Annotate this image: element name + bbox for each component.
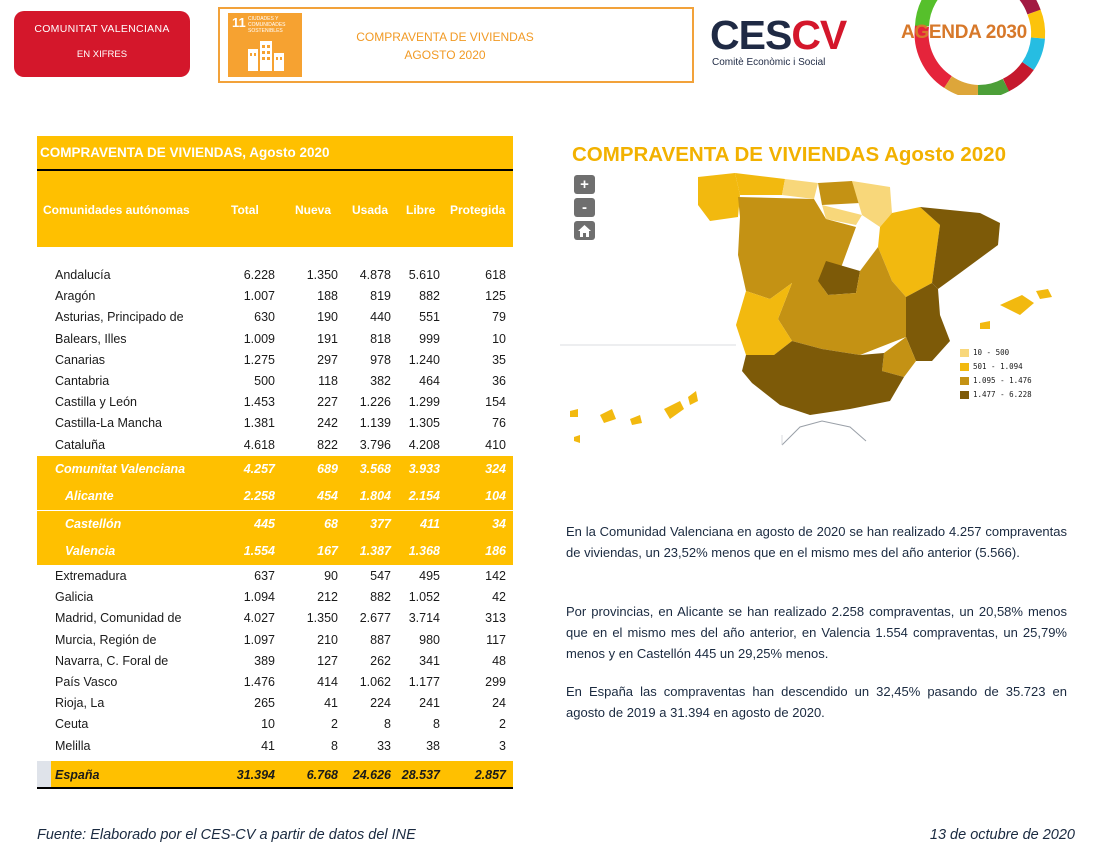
row-nueva: 414	[317, 675, 338, 689]
region-baleares	[1000, 295, 1034, 315]
row-protegida: 3	[499, 738, 506, 753]
table-title: COMPRAVENTA DE VIVIENDAS, Agosto 2020	[37, 136, 513, 171]
zoom-in-button[interactable]: +	[574, 175, 595, 194]
region-cantabria	[782, 179, 818, 199]
legend-label: 10 - 500	[973, 348, 1010, 357]
col-header-total: Total	[231, 203, 259, 217]
sdg-text: CIUDADES Y COMUNIDADES SOSTENIBLES	[248, 16, 286, 34]
row-name: Cataluña	[55, 437, 106, 452]
row-nueva: 297	[317, 352, 338, 367]
row-usada: 547	[370, 569, 391, 583]
agenda-2030-logo	[898, 0, 1048, 95]
legend-swatch	[960, 391, 969, 399]
row-total: 1.007	[243, 289, 275, 304]
row-libre: 3.714	[408, 611, 440, 626]
row-usada: 4.878	[359, 268, 391, 282]
row-nueva: 822	[317, 437, 338, 452]
sdg-wheel-icon	[898, 0, 1048, 95]
row-total: 637	[254, 569, 275, 583]
row-usada: 819	[370, 289, 391, 304]
row-usada: 3.796	[359, 437, 391, 452]
row-libre: 999	[419, 331, 440, 346]
table-row	[37, 511, 513, 538]
row-protegida: 36	[492, 374, 506, 388]
row-name: Aragón	[55, 289, 96, 304]
cescv-logo	[710, 10, 847, 74]
row-protegida: 2.857	[474, 768, 506, 782]
row-protegida: 299	[485, 675, 506, 689]
row-protegida: 125	[485, 289, 506, 304]
paragraph-2: Por provincias, en Alicante se han realizado 2.258 compraventas, un 20,58% menos que en el mismo mes del año anterior, en Valencia 1.554 compraventas, un 25,79% menos y en Castellón 445 un 29,25% menos.	[566, 604, 1067, 661]
row-total: 4.027	[243, 611, 275, 626]
region-asturias	[735, 173, 785, 195]
col-header-nueva: Nueva	[295, 203, 332, 217]
row-usada: 3.568	[359, 462, 391, 476]
table-row	[37, 630, 513, 651]
row-protegida: 313	[485, 611, 506, 626]
row-total: 1.554	[243, 543, 275, 558]
table-row	[37, 736, 513, 757]
row-libre: 1.299	[408, 395, 440, 410]
row-total: 1.275	[243, 352, 275, 367]
row-libre: 464	[419, 374, 440, 388]
row-total: 630	[254, 310, 275, 325]
row-usada: 1.062	[359, 675, 391, 689]
publication-date: 13 de octubre de 2020	[929, 827, 1075, 843]
row-nueva: 190	[317, 310, 338, 325]
row-name: Rioja, La	[55, 696, 105, 711]
table-row	[37, 693, 513, 714]
row-usada: 978	[370, 352, 391, 367]
row-usada: 382	[370, 374, 391, 388]
row-protegida: 142	[485, 569, 506, 583]
row-total: 31.394	[236, 768, 275, 782]
col-header-libre: Libre	[406, 203, 436, 217]
row-total: 1.381	[243, 416, 275, 431]
row-total: 1.097	[243, 632, 275, 647]
header-subtitle: AGOSTO 2020	[404, 48, 486, 62]
row-libre: 4.208	[408, 437, 440, 452]
row-name: Cantabria	[55, 374, 110, 388]
table-row	[37, 761, 513, 787]
row-name: Asturias, Principado de	[55, 310, 184, 325]
row-protegida: 24	[492, 696, 506, 711]
row-total: 1.476	[243, 675, 275, 689]
row-protegida: 117	[486, 632, 506, 647]
row-nueva: 454	[317, 489, 338, 504]
row-usada: 33	[377, 738, 391, 753]
row-libre: 980	[419, 632, 440, 647]
row-usada: 882	[370, 590, 391, 605]
row-total: 10	[261, 717, 275, 732]
badge-line2: EN XIFRES	[76, 49, 128, 60]
row-usada: 262	[370, 653, 391, 668]
row-name: España	[55, 768, 100, 782]
logo-subtitle: Comitè Econòmic i Social	[712, 57, 826, 68]
row-total: 6.228	[243, 268, 275, 282]
row-name: Andalucía	[55, 268, 111, 282]
row-usada: 2.677	[359, 611, 391, 626]
row-libre: 3.933	[408, 462, 440, 476]
table-row	[37, 371, 513, 392]
table-row	[37, 456, 513, 483]
row-total: 1.009	[243, 331, 275, 346]
table-bottom-border	[37, 787, 513, 789]
spain-choropleth-map	[560, 165, 1070, 455]
row-libre: 2.154	[408, 489, 440, 504]
row-usada: 1.139	[359, 416, 391, 431]
row-total: 4.257	[243, 462, 275, 476]
row-nueva: 188	[317, 289, 338, 304]
row-protegida: 35	[492, 352, 506, 367]
morocco-outline	[782, 421, 866, 445]
row-total: 265	[254, 696, 275, 711]
row-nueva: 167	[317, 543, 338, 558]
row-nueva: 689	[317, 462, 338, 476]
badge-line1: COMUNITAT VALENCIANA	[34, 23, 170, 35]
row-usada: 440	[370, 310, 391, 325]
row-protegida: 10	[492, 331, 506, 346]
row-name: Murcia, Región de	[55, 632, 157, 647]
row-nueva: 212	[317, 590, 338, 605]
row-nueva: 118	[318, 374, 338, 388]
row-protegida: 34	[492, 516, 506, 531]
paragraph-3: En España las compraventas han descendido un 32,45% pasando de 35.723 en agosto de 2019 a 31.394 en agosto de 2020.	[566, 684, 1067, 720]
row-usada: 818	[370, 331, 391, 346]
row-name: Balears, Illes	[55, 331, 127, 346]
logo-cv: CV	[791, 12, 847, 58]
row-nueva: 1.350	[306, 268, 338, 282]
total-row-marker	[37, 761, 51, 787]
row-libre: 38	[426, 738, 440, 753]
row-usada: 1.804	[359, 489, 391, 504]
row-libre: 1.305	[408, 416, 440, 431]
region-canarias	[570, 391, 698, 443]
row-name: Navarra, C. Foral de	[55, 653, 169, 668]
row-name: Galicia	[55, 590, 94, 605]
region-baleares-3	[980, 321, 990, 329]
table-row	[37, 286, 513, 307]
row-protegida: 76	[492, 416, 506, 431]
row-name: País Vasco	[55, 675, 118, 689]
row-usada: 24.626	[352, 768, 391, 782]
table-row	[37, 672, 513, 693]
row-libre: 1.177	[408, 675, 440, 689]
row-protegida: 154	[485, 395, 506, 410]
header-title: COMPRAVENTA DE VIVIENDAS	[356, 30, 534, 44]
row-name: Castilla-La Mancha	[55, 416, 162, 431]
table-row	[37, 538, 513, 565]
sdg-number: 11	[232, 15, 246, 30]
table-row	[37, 483, 513, 510]
table-row	[37, 265, 513, 286]
row-usada: 1.387	[359, 543, 391, 558]
source-note: Fuente: Elaborado por el CES-CV a partir de datos del INE	[37, 827, 416, 843]
row-usada: 8	[384, 717, 391, 732]
row-total: 1.453	[243, 395, 275, 410]
row-usada: 887	[370, 632, 391, 647]
table-row	[37, 307, 513, 328]
legend-label: 1.095 - 1.476	[973, 376, 1032, 385]
row-total: 1.094	[243, 590, 275, 605]
row-nueva: 68	[324, 516, 338, 531]
row-total: 500	[254, 374, 275, 388]
table-row	[37, 566, 513, 587]
table-row	[37, 714, 513, 735]
row-libre: 5.610	[408, 268, 440, 282]
paragraph-1: En la Comunidad Valenciana en agosto de 2020 se han realizado 4.257 compraventas de viviendas, un 23,52% menos que en el mismo mes del año anterior (5.566).	[566, 524, 1067, 560]
row-nueva: 191	[317, 331, 338, 346]
row-libre: 1.368	[408, 543, 440, 558]
row-nueva: 8	[331, 738, 338, 753]
row-nueva: 127	[317, 653, 338, 668]
row-total: 389	[254, 653, 275, 668]
legend-label: 1.477 - 6.228	[973, 390, 1032, 399]
table-row	[37, 413, 513, 434]
col-header-protegida: Protegida	[450, 203, 506, 217]
row-nueva: 1.350	[306, 611, 338, 626]
row-name: Canarias	[55, 352, 106, 367]
row-libre: 241	[419, 696, 440, 711]
row-protegida: 618	[485, 268, 506, 282]
legend-swatch	[960, 349, 969, 357]
row-nueva: 41	[324, 696, 338, 711]
row-libre: 341	[419, 653, 440, 668]
row-total: 445	[254, 516, 275, 531]
row-nueva: 90	[324, 569, 338, 583]
region-baleares-2	[1036, 289, 1052, 299]
table-row	[37, 608, 513, 629]
table-row	[37, 350, 513, 371]
row-libre: 882	[419, 289, 440, 304]
row-libre: 411	[420, 516, 440, 531]
region-galicia	[698, 173, 740, 221]
row-usada: 1.226	[359, 395, 391, 410]
row-name: Extremadura	[55, 569, 127, 583]
map-title: COMPRAVENTA DE VIVIENDAS Agosto 2020	[572, 143, 1006, 166]
row-nueva: 6.768	[306, 768, 338, 782]
row-protegida: 2	[499, 717, 506, 732]
row-libre: 8	[433, 717, 440, 732]
region-comunitat-valenciana	[906, 283, 950, 361]
row-total: 2.258	[243, 489, 275, 504]
table-row	[37, 329, 513, 350]
logo-ces: CES	[710, 12, 792, 58]
row-protegida: 324	[485, 462, 506, 476]
row-name: Castilla y León	[55, 395, 137, 410]
row-usada: 377	[370, 516, 391, 531]
agenda-2030-text: AGENDA 2030	[901, 22, 1027, 43]
row-nueva: 2	[331, 717, 338, 732]
row-protegida: 48	[492, 653, 506, 668]
col-header-usada: Usada	[352, 203, 389, 217]
row-name: Madrid, Comunidad de	[55, 611, 182, 626]
row-protegida: 104	[485, 489, 506, 504]
row-name: Alicante	[65, 489, 114, 504]
row-nueva: 227	[317, 395, 338, 410]
row-libre: 1.240	[408, 352, 440, 367]
row-libre: 28.537	[401, 768, 440, 782]
row-name: Melilla	[55, 738, 91, 753]
row-protegida: 186	[485, 543, 506, 558]
row-libre: 551	[419, 310, 440, 325]
row-protegida: 42	[492, 590, 506, 605]
row-name: Castellón	[65, 516, 122, 531]
row-name: Ceuta	[55, 717, 89, 732]
legend-label: 501 - 1.094	[973, 362, 1023, 371]
row-libre: 495	[419, 569, 440, 583]
legend-swatch	[960, 363, 969, 371]
table-row	[37, 392, 513, 413]
row-usada: 224	[370, 696, 391, 711]
zoom-out-button[interactable]: -	[574, 198, 595, 217]
table-row	[37, 587, 513, 608]
row-nueva: 242	[317, 416, 338, 431]
table-body	[37, 0, 513, 863]
row-protegida: 410	[485, 437, 506, 452]
row-name: Comunitat Valenciana	[55, 462, 186, 476]
row-nueva: 210	[317, 632, 338, 647]
col-header-comunidades: Comunidades autónomas	[43, 203, 190, 217]
row-total: 41	[261, 738, 275, 753]
table-row	[37, 435, 513, 456]
row-total: 4.618	[243, 437, 275, 452]
legend-swatch	[960, 377, 969, 385]
row-libre: 1.052	[408, 590, 440, 605]
table-row	[37, 651, 513, 672]
row-protegida: 79	[492, 310, 506, 325]
row-name: Valencia	[65, 543, 116, 558]
